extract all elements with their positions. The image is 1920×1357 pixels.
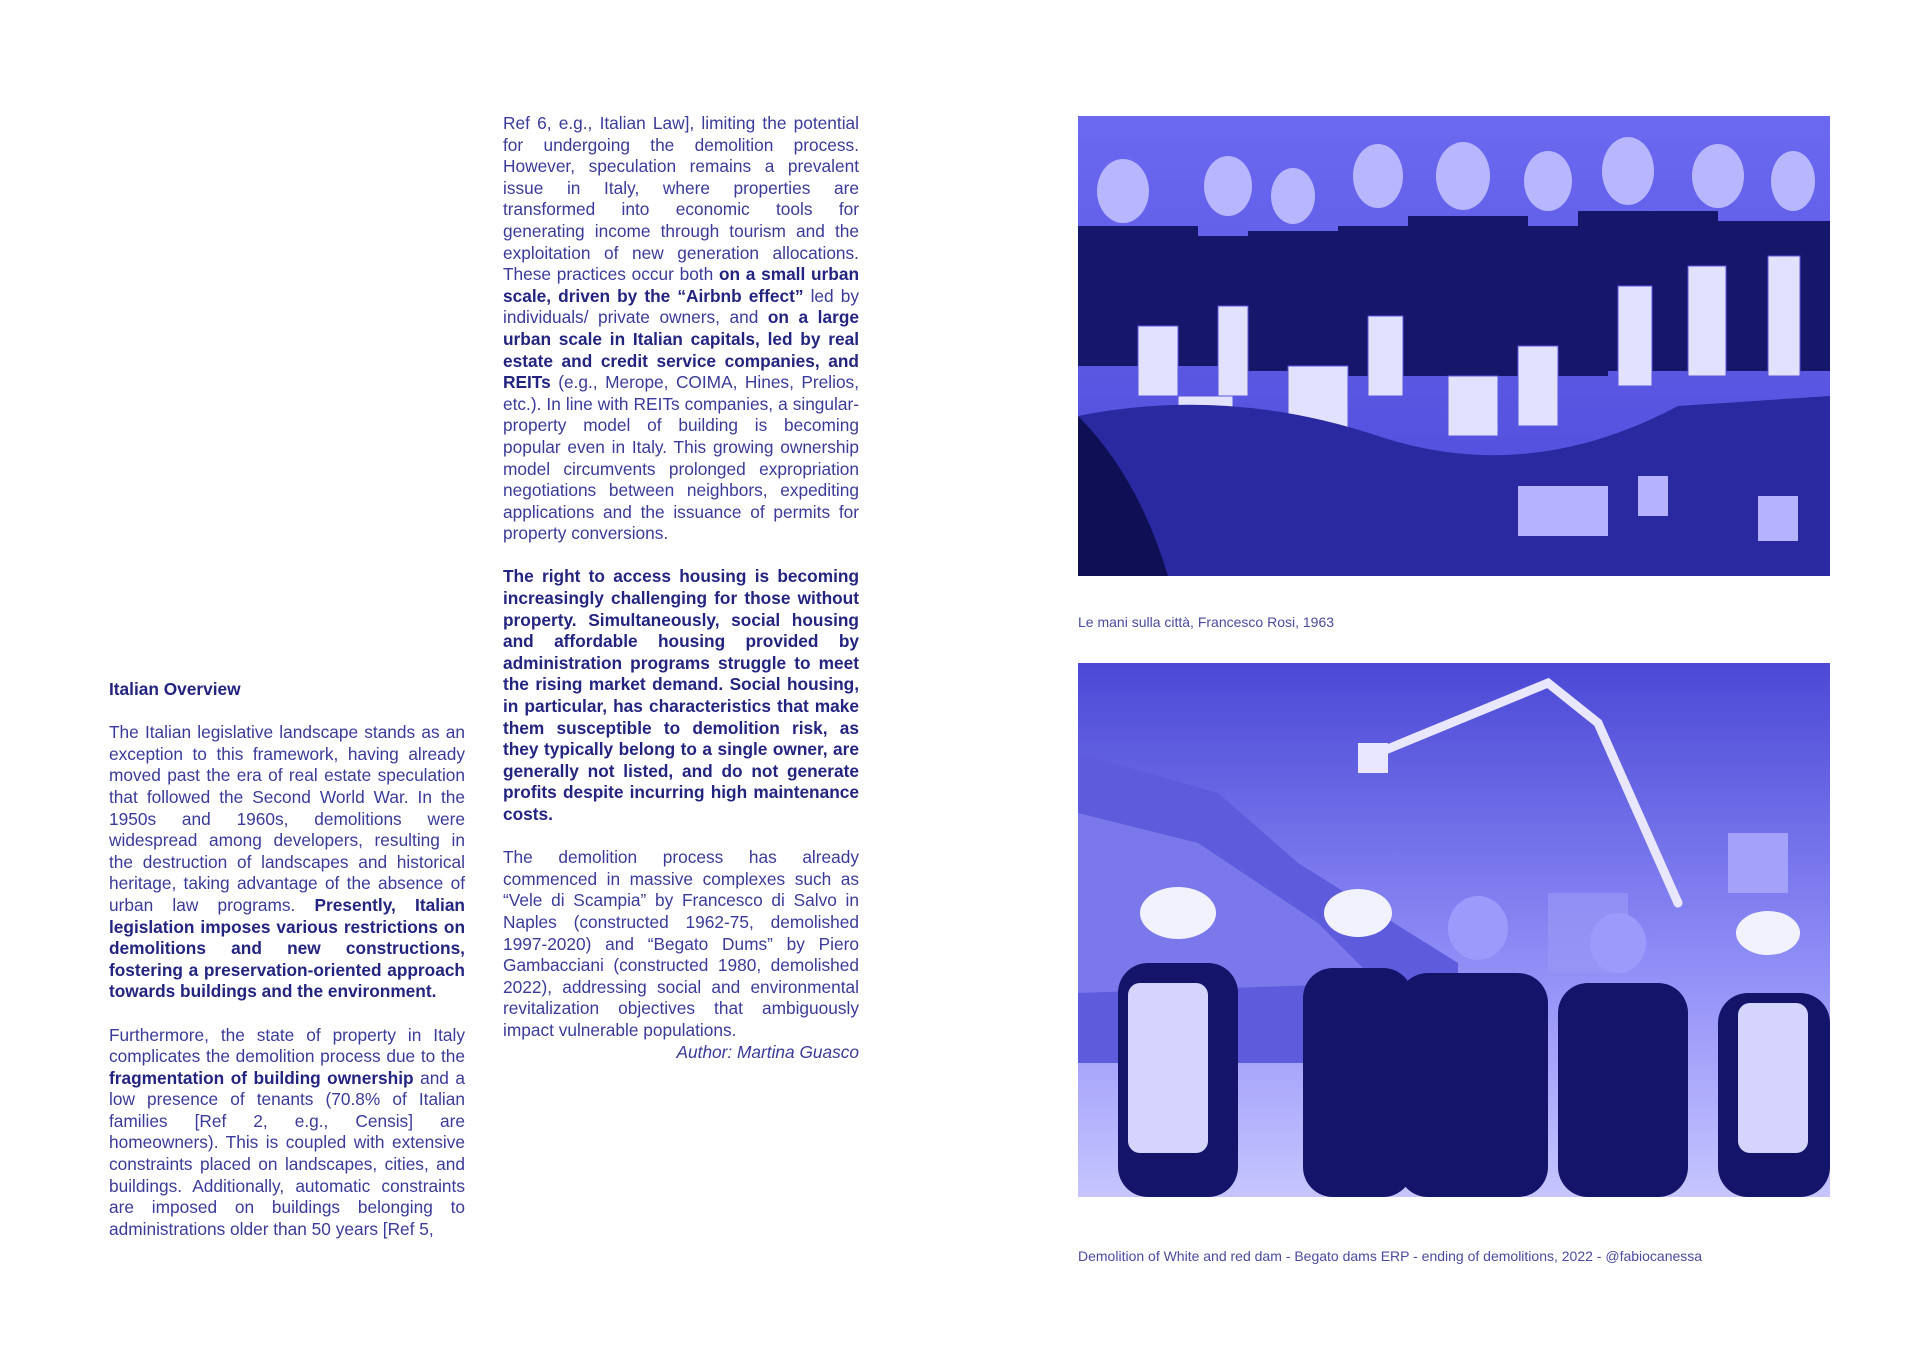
paragraph-3-text-b: led by individuals/ private owners, and	[503, 285, 859, 328]
photo-demolition-graphic	[1078, 663, 1830, 1197]
paragraph-3-bold-a: on a small urban scale, driven by the “Airbnb effect”	[503, 264, 859, 306]
photo-demolition	[1078, 663, 1830, 1197]
photo-caption-bottom: Demolition of White and red dam - Begato dams ERP - ending of demolitions, 2022 - @fabiocanessa	[1078, 1248, 1703, 1264]
photo-city-model	[1078, 116, 1830, 576]
paragraph-2-bold: fragmentation of building ownership	[109, 1067, 414, 1088]
paragraph-1	[109, 722, 465, 1003]
paragraph-3	[503, 113, 859, 545]
paragraph-2	[109, 1025, 465, 1241]
paragraph-1-text: The Italian legislative landscape stands as an exception to this framework, having already moved past the era of real estate speculation that followed the Second World War. In the 1950s and 1960s, demolitions were widespread among developers, resulting in the destruction of landscapes and historical heritage, taking advantage of the absence of urban law programs.	[109, 722, 465, 915]
photo-caption-top: Le mani sulla città, Francesco Rosi, 1963	[1078, 614, 1335, 630]
paragraph-4	[503, 566, 859, 825]
middle-text-column	[503, 113, 859, 1063]
paragraph-3-bold-b: on a large urban scale in Italian capitals, led by real estate and credit service companies, and REITs	[503, 307, 859, 393]
photo-city-model-graphic	[1078, 116, 1830, 576]
left-text-column	[109, 679, 465, 1240]
paragraph-3-text-a: Ref 6, e.g., Italian Law], limiting the potential for undergoing the demolition process. However, speculation remains a prevalent issue in Italy, where properties are transformed into economic tools for generating income through tourism and the exploitation of new generation allocations. These practices occur both	[503, 113, 859, 285]
paragraph-4-bold: The right to access housing is becoming increasingly challenging for those without property. Simultaneously, social housing and affordable housing provided by administration programs struggle to meet the rising market demand. Social housing, in particular, has characteristics that make them susceptible to demolition risk, as they typically belong to a single owner, are generally not listed, and do not generate profits despite incurring high maintenance costs.	[503, 566, 859, 824]
author-credit: Author: Martina Guasco	[676, 1041, 859, 1062]
section-heading: Italian Overview	[109, 679, 241, 699]
paragraph-5: The demolition process has already commenced in massive complexes such as “Vele di Scampia” by Francesco di Salvo in Naples (constructed 1962-75, demolished 1997-2020) and “Begato Dums” by Piero Gambacciani (constructed 1980, demolished 2022), addressing social and environmental revitalization objectives that ambiguously impact vulnerable populations.	[503, 847, 859, 1040]
paragraph-3-text-c: (e.g., Merope, COIMA, Hines, Prelios, etc.). In line with REITs companies, a singular-property model of building is becoming popular even in Italy. This growing ownership model circumvents prolonged expropriation negotiations between neighbors, expediting applications and the issuance of permits for property conversions.	[503, 372, 859, 544]
paragraph-2-text-b: and a low presence of tenants (70.8% of Italian families [Ref 2, e.g., Censis] are homeowners). This is coupled with extensive constraints placed on landscapes, cities, and buildings. Additionally, automatic constraints are imposed on buildings belonging to administrations older than 50 years [Ref 5,	[109, 1067, 466, 1239]
paragraph-1-bold: Presently, Italian legislation imposes various restrictions on demolitions and new constructions, fostering a preservation-oriented approach towards buildings and the environment.	[109, 894, 465, 1002]
paragraph-2-text-a: Furthermore, the state of property in Italy complicates the demolition process due to the	[109, 1024, 465, 1067]
